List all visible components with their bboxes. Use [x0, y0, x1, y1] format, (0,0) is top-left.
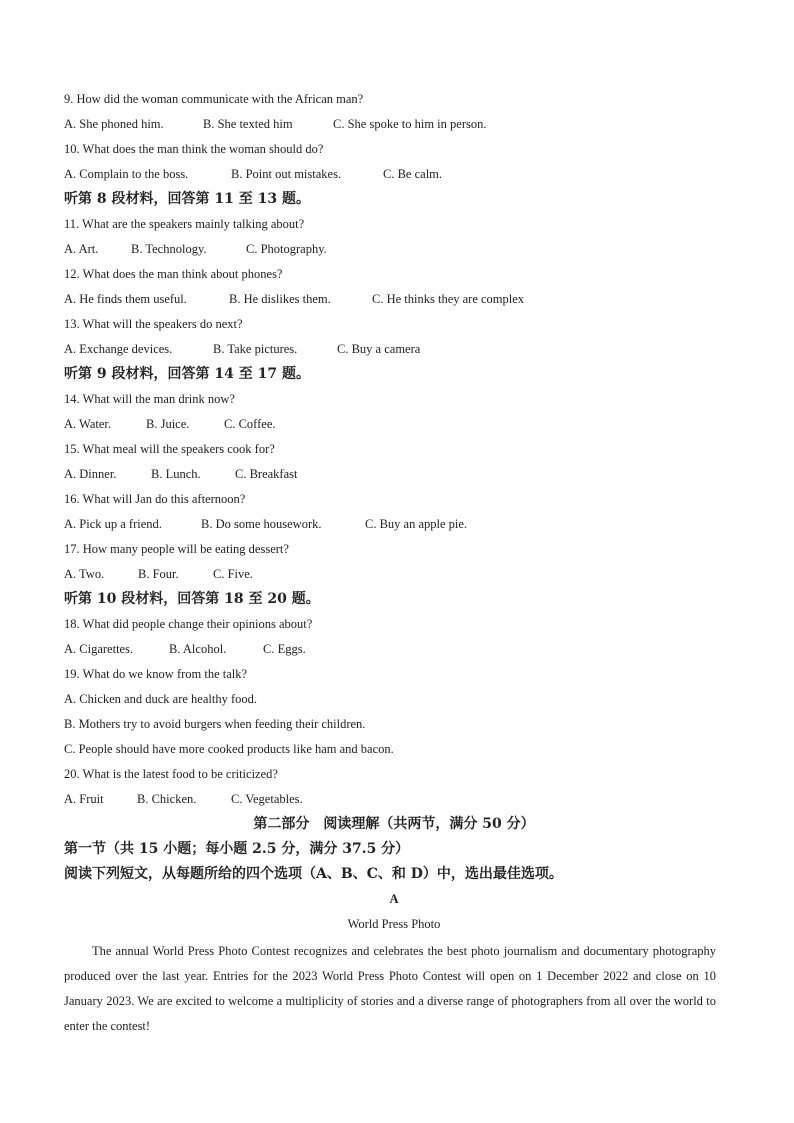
option-c: C. Photography.	[246, 242, 327, 256]
question-16: 16. What will Jan do this afternoon?	[64, 492, 246, 506]
question-10: 10. What does the man think the woman should do?	[64, 142, 324, 156]
options-9	[64, 114, 724, 139]
reading-instruction: 阅读下列短文，从每题所给的四个选项（A、B、C、和 D）中，选出最佳选项。	[64, 866, 563, 882]
option-b: B. Chicken.	[137, 792, 197, 806]
option-a: A. Two.	[64, 567, 105, 581]
option-a: A. Dinner.	[64, 467, 117, 481]
option-a: A. Exchange devices.	[64, 342, 173, 356]
question-19: 19. What do we know from the talk?	[64, 667, 248, 681]
option-a: A. Water.	[64, 417, 112, 431]
options-16	[64, 514, 724, 539]
question-20: 20. What is the latest food to be criticized?	[64, 767, 278, 781]
option-c: C. He thinks they are complex	[372, 292, 525, 306]
option-c: C. Coffee.	[224, 417, 276, 431]
question-13: 13. What will the speakers do next?	[64, 317, 243, 331]
option-a: A. Art.	[64, 242, 99, 256]
option-c: C. Vegetables.	[231, 792, 303, 806]
question-18: 18. What did people change their opinions about?	[64, 617, 313, 631]
options-15	[64, 464, 724, 489]
option-a: A. Cigarettes.	[64, 642, 134, 656]
option-b: B. Technology.	[131, 242, 207, 256]
option-c: C. Breakfast	[235, 467, 298, 481]
option-c: C. Buy an apple pie.	[365, 517, 468, 531]
option-19-b: B. Mothers try to avoid burgers when feeding their children.	[64, 717, 366, 731]
options-20	[64, 789, 724, 814]
option-a: A. He finds them useful.	[64, 292, 187, 306]
options-11	[64, 239, 724, 264]
question-9: 9. How did the woman communicate with the African man?	[64, 92, 364, 106]
option-c: C. Five.	[213, 567, 253, 581]
passage-letter: A	[389, 892, 399, 906]
option-a: A. Complain to the boss.	[64, 167, 189, 181]
option-c: C. Buy a camera	[337, 342, 421, 356]
option-b: B. Do some housework.	[201, 517, 322, 531]
option-a: A. Fruit	[64, 792, 104, 806]
option-b: B. Alcohol.	[169, 642, 227, 656]
option-b: B. Take pictures.	[213, 342, 298, 356]
passage-title: World Press Photo	[347, 917, 441, 931]
options-17	[64, 564, 724, 589]
option-a: A. She phoned him.	[64, 117, 164, 131]
section-heading-8: 听第 8 段材料，回答第 11 至 13 题。	[64, 191, 310, 207]
option-c: C. Be calm.	[383, 167, 443, 181]
option-c: C. She spoke to him in person.	[333, 117, 487, 131]
options-13	[64, 339, 724, 364]
part-two-heading: 第二部分 阅读理解（共两节，满分 50 分）	[253, 816, 535, 832]
option-19-a: A. Chicken and duck are healthy food.	[64, 692, 257, 706]
option-b: B. Point out mistakes.	[231, 167, 342, 181]
question-11: 11. What are the speakers mainly talking about?	[64, 217, 305, 231]
option-b: B. Four.	[138, 567, 179, 581]
option-c: C. Eggs.	[263, 642, 306, 656]
option-b: B. Lunch.	[151, 467, 201, 481]
options-14	[64, 414, 724, 439]
option-19-c: C. People should have more cooked products like ham and bacon.	[64, 742, 394, 756]
option-a: A. Pick up a friend.	[64, 517, 162, 531]
section-heading-10: 听第 10 段材料，回答第 18 至 20 题。	[64, 591, 320, 607]
passage-paragraph: The annual World Press Photo Contest recognizes and celebrates the best photo journalism and documentary photography produced over the last year. Entries for the 2023 World Press Photo Contest will open on 1 December 2022 and close on 10 January 2023. We are excited to welcome a multiplicity of stories and a diverse range of photographers from all over the world to enter the contest!	[64, 944, 716, 1033]
option-b: B. She texted him	[203, 117, 293, 131]
section-one-heading: 第一节（共 15 小题；每小题 2.5 分，满分 37.5 分）	[64, 841, 410, 857]
options-12	[64, 289, 724, 314]
question-17: 17. How many people will be eating dessert?	[64, 542, 289, 556]
options-18	[64, 639, 724, 664]
question-14: 14. What will the man drink now?	[64, 392, 235, 406]
section-heading-9: 听第 9 段材料，回答第 14 至 17 题。	[64, 366, 310, 382]
option-b: B. He dislikes them.	[229, 292, 331, 306]
options-10	[64, 164, 724, 189]
page-content	[64, 89, 724, 1039]
question-12: 12. What does the man think about phones?	[64, 267, 283, 281]
question-15: 15. What meal will the speakers cook for?	[64, 442, 275, 456]
option-b: B. Juice.	[146, 417, 190, 431]
